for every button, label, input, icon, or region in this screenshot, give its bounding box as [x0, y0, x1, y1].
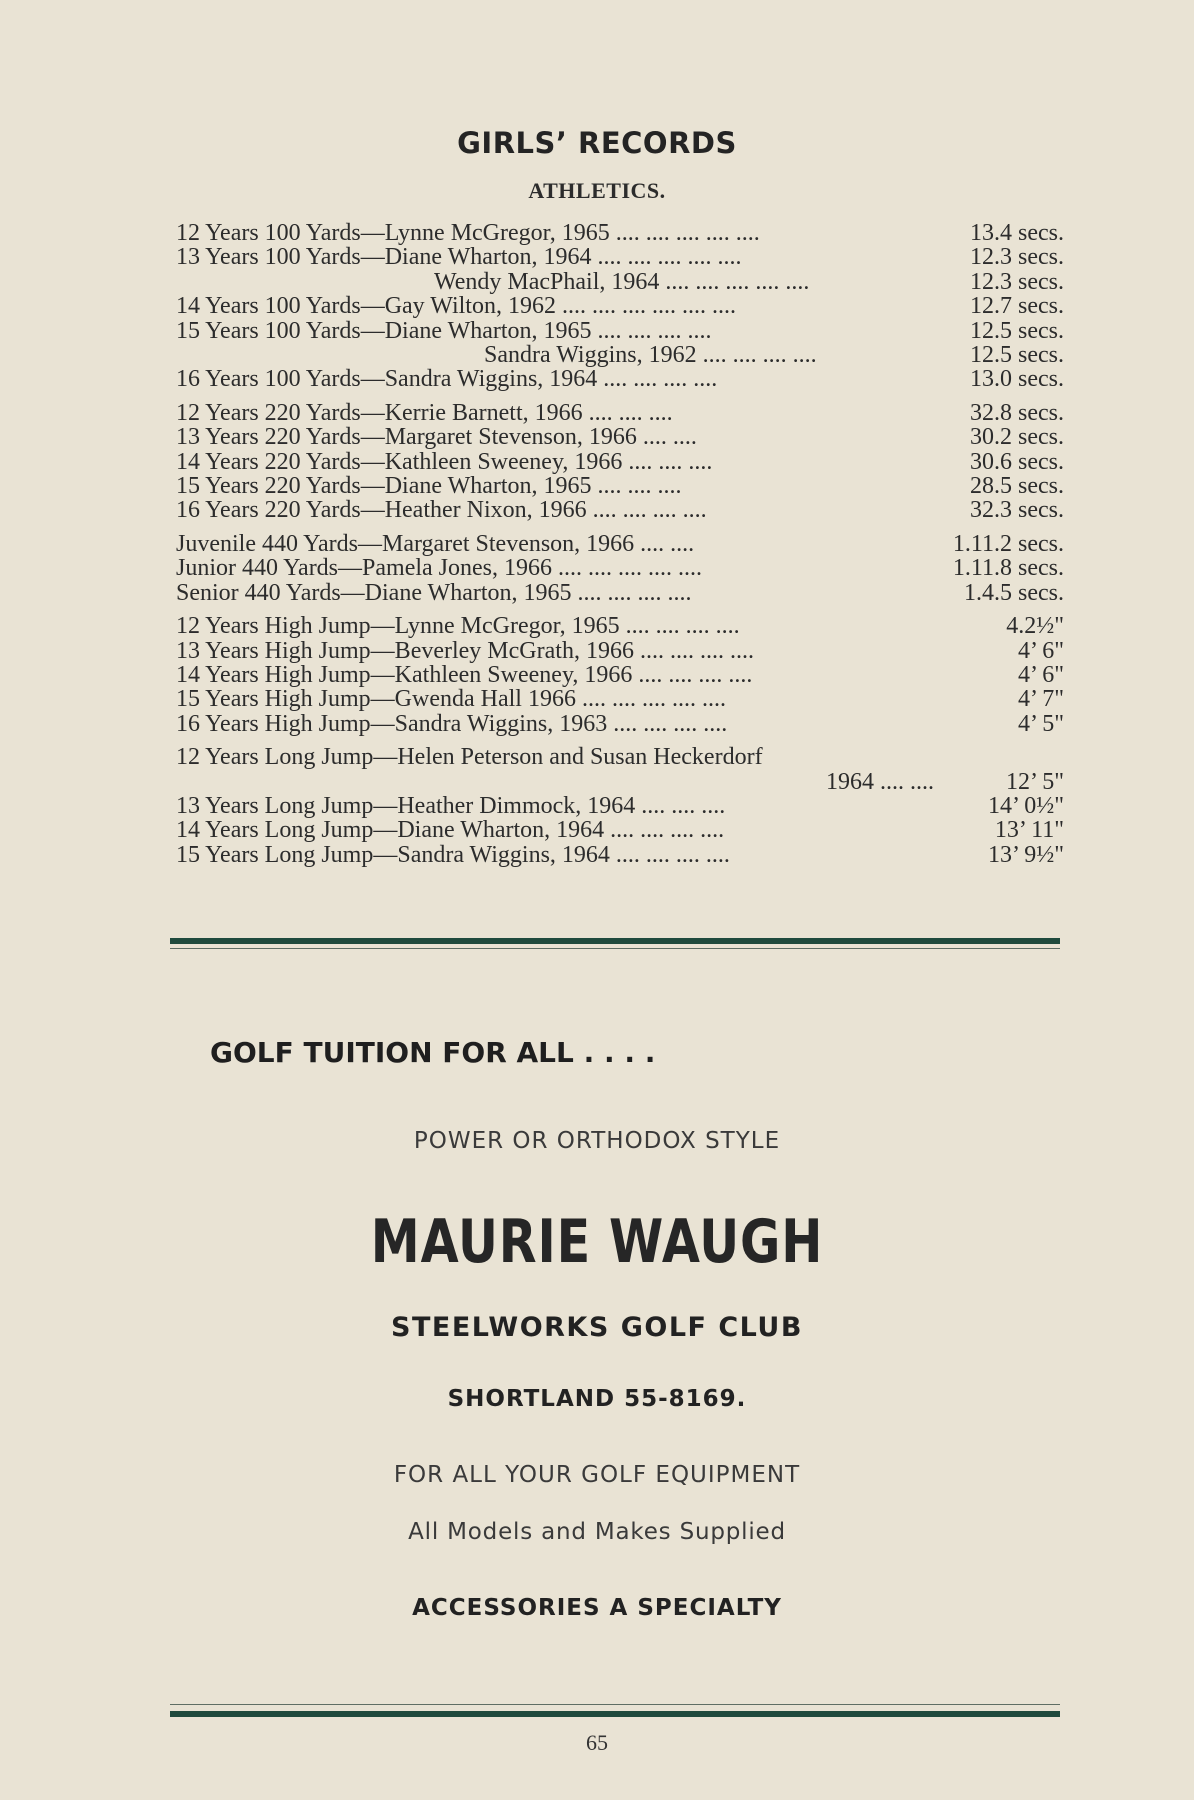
divider-thick-line — [170, 938, 1060, 944]
record-value: 12’ 5" — [1005, 768, 1064, 795]
record-line — [176, 245, 1064, 269]
record-description: 15 Years 100 Yards—Diane Wharton, 1965 .... .... .... .... — [176, 317, 712, 344]
record-description: 14 Years 220 Yards—Kathleen Sweeney, 1966 .... .... .... — [176, 448, 713, 475]
record-line — [176, 343, 1064, 367]
record-group — [176, 532, 1064, 605]
record-value: 13.4 secs. — [970, 220, 1064, 246]
record-description: 13 Years 220 Yards—Margaret Stevenson, 1966 .... .... — [176, 424, 697, 451]
page-number: 65 — [586, 1730, 608, 1755]
divider-thin-line — [170, 948, 1060, 949]
section-subtitle: ATHLETICS. — [528, 178, 666, 203]
record-value: 32.3 secs. — [970, 497, 1064, 524]
record-line — [176, 221, 1064, 245]
record-line — [176, 663, 1064, 687]
record-value: 4’ 6" — [1017, 637, 1064, 664]
divider-thick-line — [170, 1711, 1060, 1717]
record-value: 30.2 secs. — [970, 424, 1064, 451]
record-line — [176, 745, 1064, 769]
divider-rule-bottom — [170, 1704, 1060, 1717]
record-description: 14 Years Long Jump—Diane Wharton, 1964 .... .... .... .... — [176, 817, 725, 844]
page-title: GIRLS’ RECORDS — [457, 126, 737, 160]
record-description: 13 Years 100 Yards—Diane Wharton, 1964 .... .... .... .... .... — [176, 244, 742, 271]
record-line — [176, 270, 1064, 294]
ad-phone: SHORTLAND 55-8169. — [447, 1386, 747, 1412]
record-description: 12 Years High Jump—Lynne McGregor, 1965 .... .... .... .... — [176, 613, 740, 640]
record-description: Sandra Wiggins, 1962 .... .... .... .... — [484, 342, 817, 369]
record-line — [176, 712, 1064, 736]
record-group — [176, 614, 1064, 736]
record-value: 12.5 secs. — [970, 342, 1064, 369]
record-value: 4’ 7" — [1017, 686, 1064, 713]
record-value: 14’ 0½" — [987, 792, 1064, 819]
record-group — [176, 221, 1064, 392]
record-line — [176, 556, 1064, 580]
record-value: 12.3 secs. — [970, 244, 1064, 271]
record-value: 1.11.2 secs. — [952, 530, 1064, 557]
record-value: 4.2½" — [1006, 613, 1064, 640]
record-description: Juvenile 440 Yards—Margaret Stevenson, 1966 .... .... — [176, 530, 695, 557]
record-value: 4’ 6" — [1017, 661, 1064, 688]
record-line — [176, 450, 1064, 474]
record-line — [176, 498, 1064, 522]
record-value: 13’ 11" — [994, 817, 1064, 844]
record-line — [176, 425, 1064, 449]
record-line — [176, 687, 1064, 711]
ad-club: STEELWORKS GOLF CLUB — [391, 1312, 803, 1343]
record-description: 16 Years High Jump—Sandra Wiggins, 1963 .... .... .... .... — [176, 710, 728, 737]
record-value: 1.11.8 secs. — [952, 555, 1064, 582]
record-description: 14 Years High Jump—Kathleen Sweeney, 1966 .... .... .... .... — [176, 661, 753, 688]
record-description: 12 Years 100 Yards—Lynne McGregor, 1965 .... .... .... .... .... — [176, 220, 760, 246]
ad-style-line: POWER OR ORTHODOX STYLE — [413, 1128, 781, 1154]
record-line — [176, 401, 1064, 425]
record-value: 4’ 5" — [1017, 710, 1064, 737]
record-description: 12 Years 220 Yards—Kerrie Barnett, 1966 .... .... .... — [176, 399, 673, 426]
record-description: 15 Years 220 Yards—Diane Wharton, 1965 .... .... .... — [176, 473, 682, 500]
record-line — [176, 818, 1064, 842]
record-value: 12.7 secs. — [970, 293, 1064, 320]
ad-models-line: All Models and Makes Supplied — [408, 1519, 786, 1545]
record-line — [176, 367, 1064, 391]
record-description: Junior 440 Yards—Pamela Jones, 1966 .... .... .... .... .... — [176, 555, 702, 582]
ad-accessories-line: ACCESSORIES A SPECIALTY — [412, 1595, 782, 1621]
record-value: 32.8 secs. — [970, 399, 1064, 426]
record-value: 13.0 secs. — [970, 366, 1064, 393]
records-list — [176, 221, 1064, 876]
record-line — [176, 843, 1064, 867]
record-description: 15 Years Long Jump—Sandra Wiggins, 1964 .... .... .... .... — [176, 841, 730, 868]
record-value: 12.5 secs. — [970, 317, 1064, 344]
record-description: Wendy MacPhail, 1964 .... .... .... .... .... — [434, 268, 810, 295]
record-value: 30.6 secs. — [970, 448, 1064, 475]
record-line — [176, 639, 1064, 663]
record-line — [176, 770, 1064, 794]
ad-equipment-line: FOR ALL YOUR GOLF EQUIPMENT — [393, 1462, 801, 1488]
record-description: 12 Years Long Jump—Helen Peterson and Susan Heckerdorf — [176, 744, 763, 771]
record-line — [176, 614, 1064, 638]
record-description: 13 Years High Jump—Beverley McGrath, 1966 .... .... .... .... — [176, 637, 754, 664]
record-value: 1.4.5 secs. — [964, 579, 1064, 606]
record-description: 15 Years High Jump—Gwenda Hall 1966 .... .... .... .... .... — [176, 686, 726, 713]
ad-headline: GOLF TUITION FOR ALL . . . . — [210, 1036, 656, 1069]
record-group — [176, 401, 1064, 523]
record-line — [176, 474, 1064, 498]
record-line — [176, 794, 1064, 818]
divider-rule-top — [170, 938, 1060, 949]
record-description: 1964 .... .... — [826, 768, 934, 795]
record-description: 16 Years 100 Yards—Sandra Wiggins, 1964 .... .... .... .... — [176, 366, 718, 393]
ad-name: MAURIE WAUGH — [370, 1207, 824, 1277]
record-value: 12.3 secs. — [970, 268, 1064, 295]
divider-thin-line — [170, 1704, 1060, 1705]
record-description: 13 Years Long Jump—Heather Dimmock, 1964 .... .... .... — [176, 792, 726, 819]
record-description: Senior 440 Yards—Diane Wharton, 1965 .... .... .... .... — [176, 579, 692, 606]
record-description: 16 Years 220 Yards—Heather Nixon, 1966 .... .... .... .... — [176, 497, 707, 524]
record-group — [176, 745, 1064, 867]
record-line — [176, 294, 1064, 318]
record-line — [176, 532, 1064, 556]
record-description: 14 Years 100 Yards—Gay Wilton, 1962 .... .... .... .... .... .... — [176, 293, 736, 320]
record-line — [176, 319, 1064, 343]
record-value: 28.5 secs. — [970, 473, 1064, 500]
record-line — [176, 581, 1064, 605]
record-value: 13’ 9½" — [987, 841, 1064, 868]
